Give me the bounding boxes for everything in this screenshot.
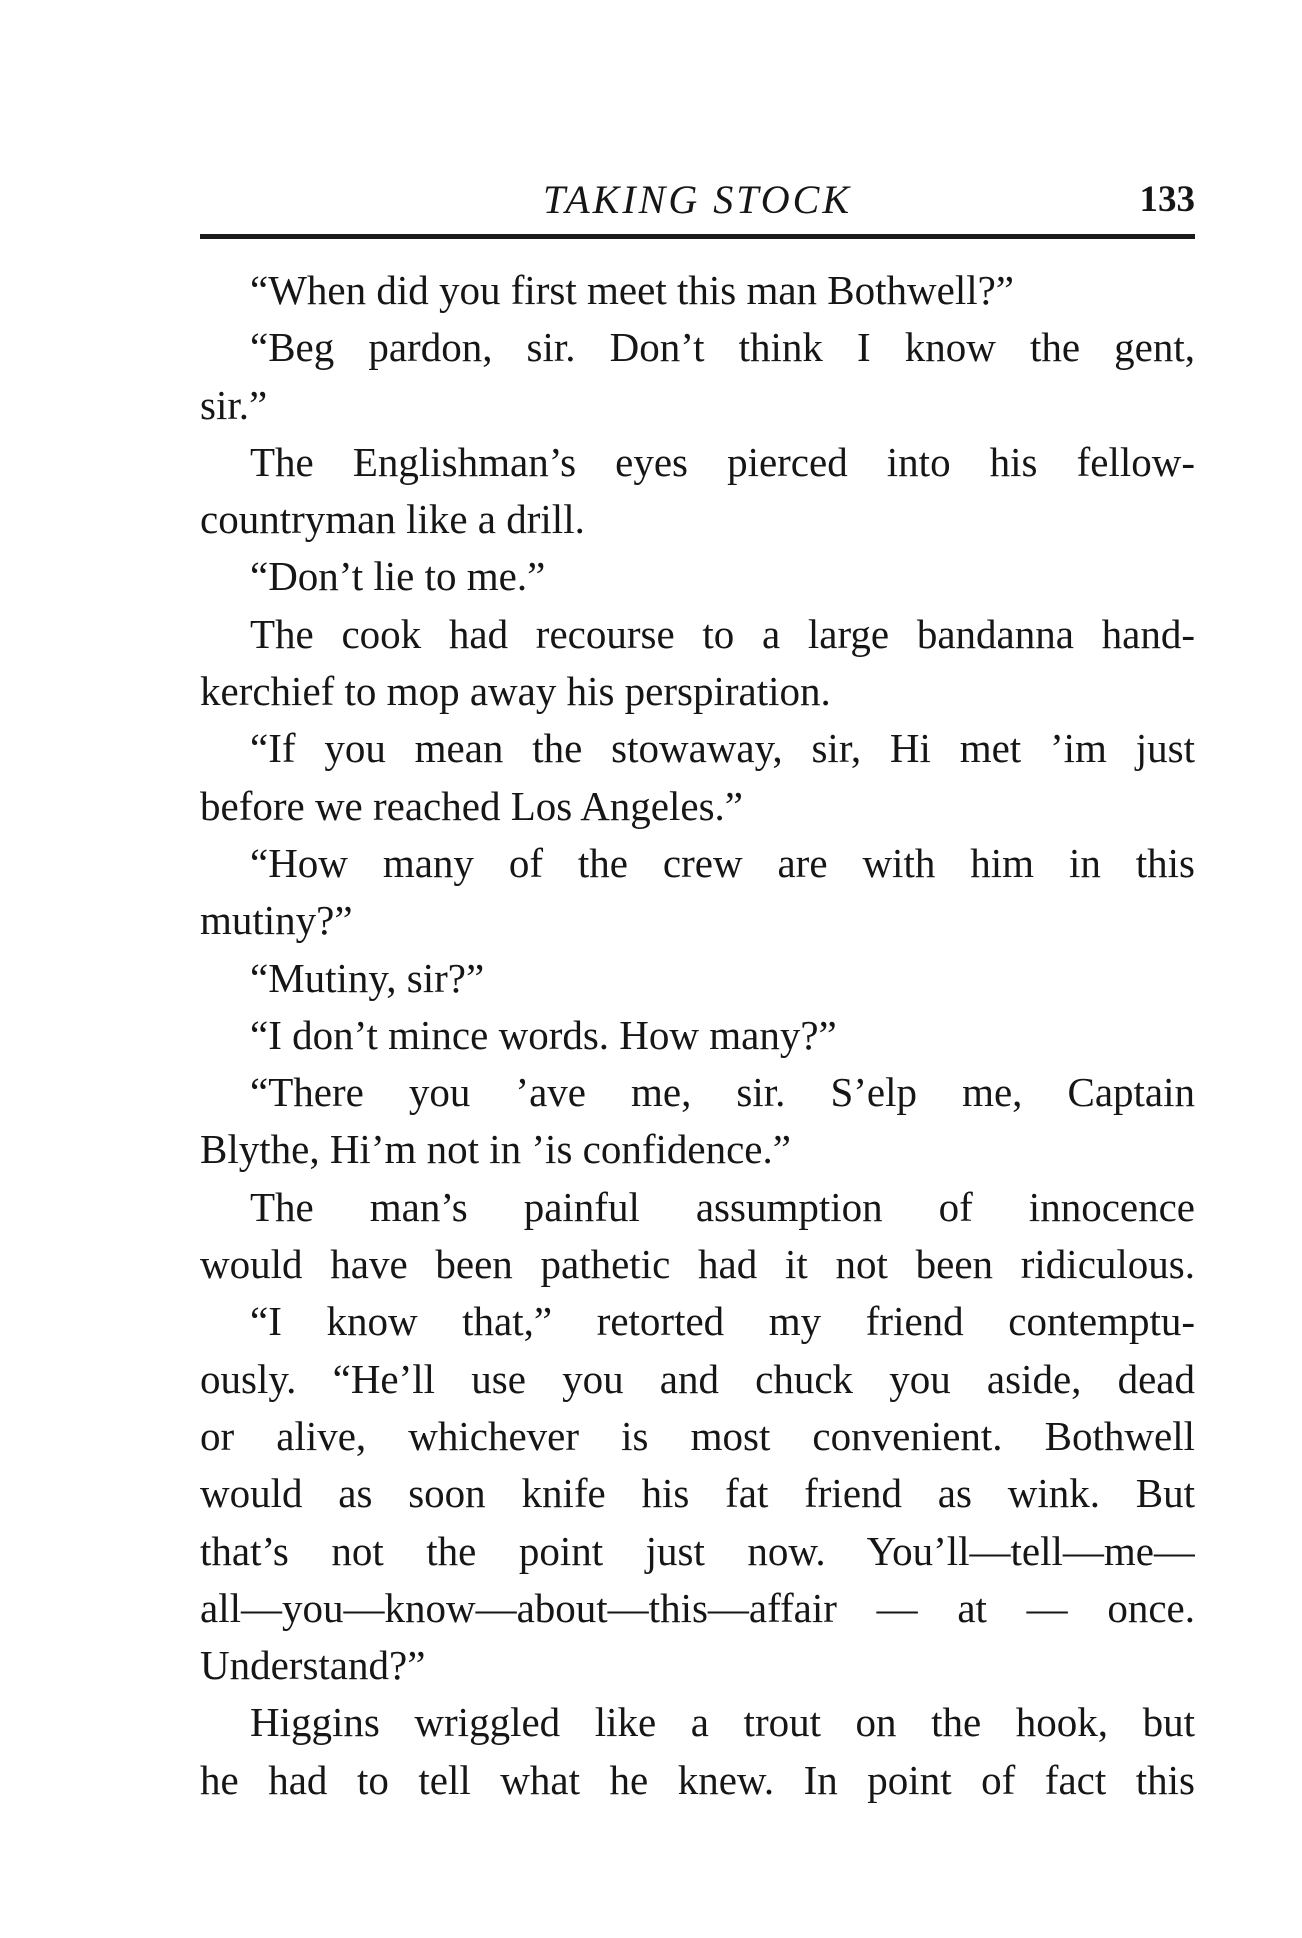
header-rule <box>200 234 1195 239</box>
text-line: The man’s painful assumption of innocence <box>250 1183 1195 1230</box>
text-line: Higgins wriggled like a trout on the hook, but <box>250 1699 1195 1746</box>
text-line: kerchief to mop away his perspiration. <box>200 668 831 715</box>
text-line: “Beg pardon, sir. Don’t think I know the gent, <box>250 324 1195 371</box>
text-line: would have been pathetic had it not been ridiculous. <box>200 1241 1195 1288</box>
text-line: that’s not the point just now. You’ll—tell—me— <box>200 1527 1195 1574</box>
text-line: “When did you first meet this man Bothwell?” <box>250 267 1015 313</box>
text-line: The cook had recourse to a large bandanna hand- <box>250 610 1195 657</box>
text-line: he had to tell what he knew. In point of fact this <box>200 1756 1195 1803</box>
text-line: sir.” <box>200 381 268 428</box>
text-line: “I know that,” retorted my friend contemptu- <box>250 1298 1195 1345</box>
text-line: “Don’t lie to me.” <box>250 553 546 600</box>
text-line: countryman like a drill. <box>200 496 585 543</box>
text-line: “How many of the crew are with him in this <box>250 839 1195 886</box>
page-number: 133 <box>1139 179 1195 220</box>
text-line: “There you ’ave me, sir. S’elp me, Captain <box>250 1069 1195 1116</box>
text-line: The Englishman’s eyes pierced into his fellow- <box>250 438 1195 485</box>
body-text <box>200 262 1195 1809</box>
text-line: Understand?” <box>200 1642 426 1689</box>
text-line: mutiny?” <box>200 897 353 944</box>
text-line: ously. “He’ll use you and chuck you aside, dead <box>200 1355 1195 1402</box>
text-line: all—you—know—about—this—affair — at — once. <box>200 1584 1195 1631</box>
text-line: “Mutiny, sir?” <box>250 954 485 1001</box>
text-line: would as soon knife his fat friend as wink. But <box>200 1470 1195 1517</box>
running-head <box>200 170 1195 230</box>
text-line: “I don’t mince words. How many?” <box>250 1011 837 1058</box>
text-line: Blythe, Hi’m not in ’is confidence.” <box>200 1126 791 1173</box>
text-line: or alive, whichever is most convenient. Bothwell <box>200 1412 1195 1459</box>
chapter-title: TAKING STOCK <box>542 177 853 222</box>
text-line: “If you mean the stowaway, sir, Hi met ’im just <box>250 725 1195 772</box>
text-line: before we reached Los Angeles.” <box>200 782 743 829</box>
